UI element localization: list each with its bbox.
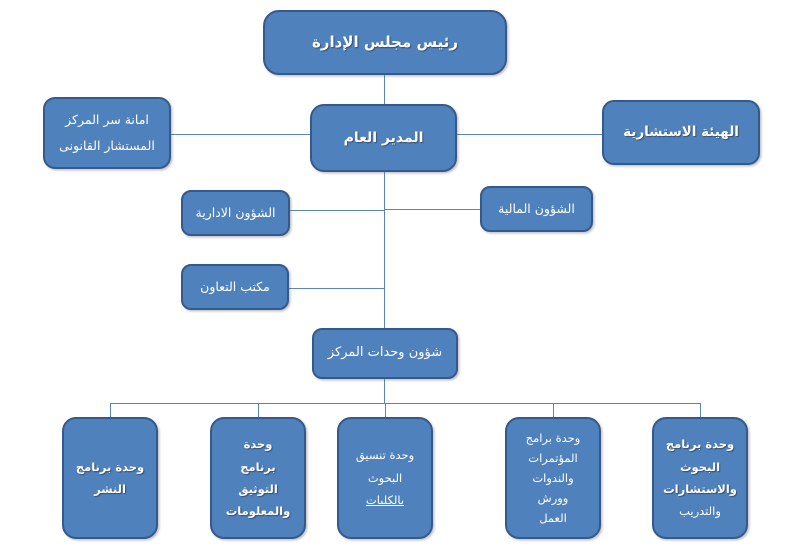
connector-stub-unit5 [700,403,701,417]
cooperation-office-label: مكتب التعاون [200,279,270,295]
unit3-label-line2: البحوث [367,470,403,485]
unit2-label-line4: والمعلومات [225,504,291,519]
connector-secretariat-gm [171,134,310,135]
unit4-label-line3: والندوات [532,470,574,485]
units-affairs-label: شؤون وحدات المركز [327,345,443,361]
node-documentation-information-program-unit [210,417,306,539]
node-secretariat-legal-advisor [43,97,171,169]
unit4-label-line2: المؤتمرات [528,450,578,465]
node-chairman [263,10,507,75]
unit2-label-line1: وحدة [243,437,273,452]
connector-chairman-gm [384,75,385,104]
secretariat-label-line1: امانة سر المركز [65,111,149,127]
unit5-label-line1: وحدة برنامج [665,437,735,452]
connector-cooperation-office [289,288,384,289]
unit1-label-line1: وحدة برنامج [75,459,145,474]
unit4-label-line1: وحدة برامج [525,430,581,445]
unit5-label-line3: والاستشارات [663,482,737,496]
connector-stub-unit3 [385,403,386,417]
connector-financial-affairs [385,209,480,210]
node-research-coordination-colleges-unit [337,417,433,539]
unit3-label-line3: بالكليات [365,493,405,508]
advisory-board-label: الهيئة الاستشارية [623,123,739,140]
secretariat-label-line2: المستشار القانونى [59,138,155,153]
chairman-label: رئيس مجلس الإدارة [311,33,459,52]
unit3-label-line1: وحدة تنسيق [355,448,415,463]
node-publishing-program-unit [62,417,158,539]
connector-units-distribution [384,379,385,403]
node-units-affairs [312,328,458,379]
connector-gm-advisory [457,134,602,135]
connector-stub-unit2 [258,403,259,417]
unit2-label-line3: التوثيق [238,482,278,496]
node-administrative-affairs [181,190,290,236]
connector-distribution-bar [110,403,700,404]
unit2-label-line2: برنامج [240,459,276,474]
unit4-label-line5: العمل [539,511,567,526]
administrative-affairs-label: الشؤون الادارية [195,205,276,221]
node-conferences-seminars-workshops-unit [505,417,601,539]
unit5-label-line2: البحوث [680,459,721,474]
node-research-consultation-training-unit [652,417,748,539]
unit5-label-line4: والتدريب [679,504,721,519]
node-financial-affairs [480,186,593,232]
connector-stub-unit1 [110,403,111,417]
connector-admin-affairs [290,210,384,211]
node-cooperation-office [181,264,289,310]
financial-affairs-label: الشؤون المالية [498,201,575,217]
connector-gm-units [384,172,385,328]
general-manager-label: المدير العام [343,129,424,146]
node-general-manager [310,104,457,172]
unit1-label-line2: النشر [94,482,126,496]
node-advisory-board [602,100,760,165]
connector-stub-unit4 [553,403,554,417]
unit4-label-line4: وورش [537,491,569,506]
